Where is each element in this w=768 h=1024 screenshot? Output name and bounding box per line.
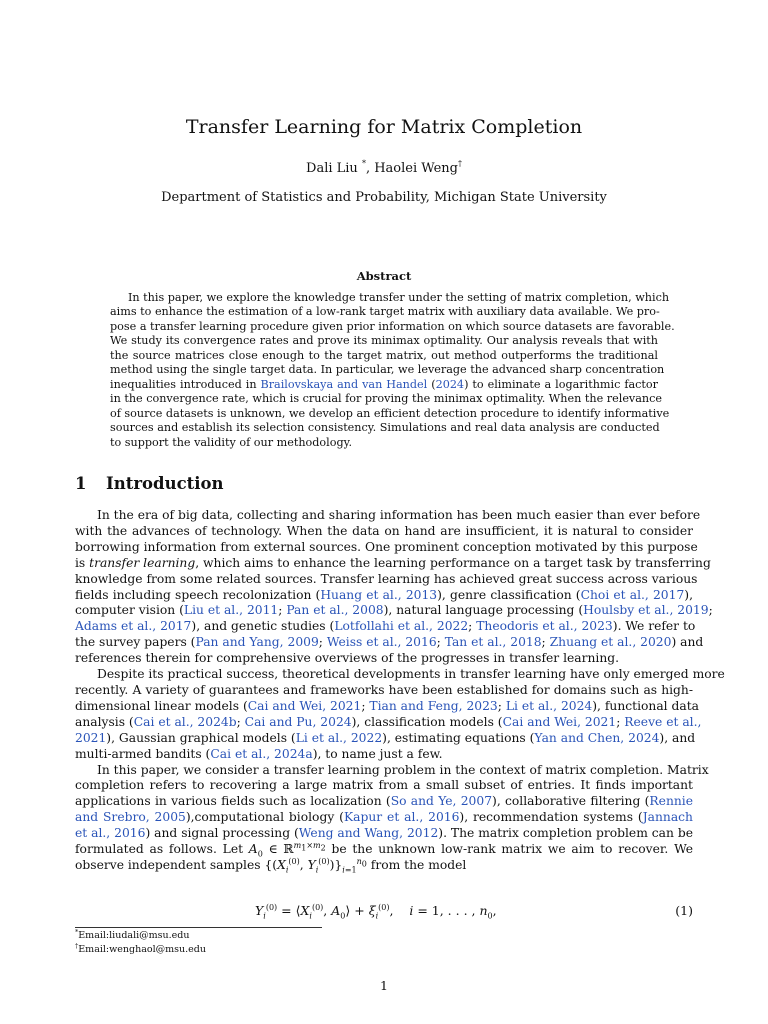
citation-link[interactable]: 2024 — [435, 377, 465, 391]
body-line: recently. A variety of guarantees and frameworks have been established for domains such as high- — [75, 682, 693, 697]
abstract-line: method using the single target data. In particular, we leverage the advanced sharp concentration — [110, 363, 665, 377]
body-line: borrowing information from external sources. One prominent conception motivated by this purpose — [75, 539, 698, 554]
abstract-line: inequalities introduced in Brailovskaya and van Handel (2024) to eliminate a logarithmic factor — [110, 377, 658, 391]
body-line: and Srebro, 2005),computational biology (Kapur et al., 2016), recommendation systems (Jannach — [75, 810, 693, 825]
footnote-mark: * — [75, 928, 79, 936]
body-line: observe independent samples {($X_i^{(0)}$, $Y_i^{(0)})\}_{i=1}^{n_0}$ from the model — [75, 856, 467, 875]
abstract-line: We study its convergence rates and prove its minimax optimality. Our analysis reveals that with — [110, 334, 658, 348]
citation-link[interactable]: Tan et al., 2018 — [444, 635, 542, 650]
body-line: with the advances of technology. When the data on hand are insufficient, it is natural to consider — [75, 523, 693, 538]
abstract-line: of source datasets is unknown, we develop an efficient detection procedure to identify informative — [110, 406, 670, 420]
citation-link[interactable]: Li et al., 2022 — [295, 730, 383, 745]
body-line: In this paper, we consider a transfer learning problem in the context of matrix completion. Matrix — [97, 762, 709, 777]
body-line: fields including speech recolonization (Huang et al., 2013), genre classification (Choi et al., 2017), — [75, 587, 693, 602]
abstract-heading: Abstract — [356, 269, 412, 283]
author-list — [0, 161, 768, 176]
citation-link[interactable]: 2021 — [75, 730, 107, 745]
abstract-line: In this paper, we explore the knowledge transfer under the setting of matrix completion, which — [128, 291, 670, 304]
body-line: is transfer learning, which aims to enhance the learning performance on a target task by transferring — [75, 555, 711, 570]
citation-link[interactable]: Choi et al., 2017 — [580, 587, 685, 602]
abstract-line: sources and establish its selection consistency. Simulations and real data analysis are conducted — [110, 421, 660, 435]
citation-link[interactable]: Brailovskaya and van Handel — [260, 377, 432, 391]
citation-link[interactable]: Cai and Wei, 2021 — [247, 698, 362, 713]
footnote-mark[interactable]: † — [457, 159, 462, 168]
citation-link[interactable]: Tian and Feng, 2023 — [369, 698, 498, 713]
body-line: knowledge from some related sources. Transfer learning has achieved great success across various — [75, 571, 698, 586]
footnote-text: Email:liudali@msu.edu — [78, 930, 190, 941]
citation-link[interactable]: Huang et al., 2013 — [320, 587, 438, 602]
citation-link[interactable]: Cai and Pu, 2024 — [244, 714, 352, 729]
citation-link[interactable]: Houlsby et al., 2019 — [583, 603, 709, 618]
footnote-text: Email:wenghaol@msu.edu — [78, 944, 206, 955]
body-line: dimensional linear models (Cai and Wei, 2021; Tian and Feng, 2023; Li et al., 2024), functional data — [75, 698, 699, 713]
equation-expression: $Y_i^{(0)}$ = $⟨X_i^{(0)}$, $A_0⟩ + \xi_i^{(0)}$, i = 1, . . . , $n_0$, — [255, 902, 497, 921]
abstract-body — [110, 291, 675, 450]
abstract-line: pose a transfer learning procedure given prior information on which source datasets are favorable. — [110, 319, 675, 333]
body-line: references therein for comprehensive overviews of the progresses in transfer learning. — [75, 651, 620, 666]
author-separator: , — [365, 161, 375, 176]
section-heading — [75, 474, 224, 493]
citation-link[interactable]: Jannach — [642, 810, 693, 825]
body-line: 2021), Gaussian graphical models (Li et al., 2022), estimating equations (Yan and Chen, 2024), and — [75, 730, 696, 745]
body-line: completion refers to recovering a large matrix from a small subset of entries. It finds important — [75, 778, 693, 793]
footnote-2 — [75, 944, 206, 955]
citation-link[interactable]: et al., 2016 — [75, 826, 146, 841]
citation-link[interactable]: Li et al., 2024 — [505, 698, 593, 713]
citation-link[interactable]: Yan and Chen, 2024 — [534, 730, 660, 745]
body-line: multi-armed bandits (Cai et al., 2024a), to name just a few. — [75, 746, 443, 761]
citation-link[interactable]: So and Ye, 2007 — [390, 794, 493, 809]
body-line: In the era of big data, collecting and sharing information has been much easier than ever before — [97, 508, 701, 522]
body-line: formulated as follows. Let $A_0$ ∈ ℝ$^{m_1\times m_2}$ be the unknown low-rank matrix we aim to recover. We — [75, 840, 693, 859]
body-line: Adams et al., 2017), and genetic studies (Lotfollahi et al., 2022; Theodoris et al., 2023). We refer to — [75, 619, 696, 634]
equation-number: (1) — [675, 903, 693, 918]
body-line: Despite its practical success, theoretical developments in transfer learning have only emerged more — [97, 667, 725, 682]
abstract-line: aims to enhance the estimation of a low-rank target matrix with auxiliary data available. We pro- — [110, 305, 660, 319]
citation-link[interactable]: and Srebro, 2005 — [75, 810, 186, 825]
citation-link[interactable]: Lotfollahi et al., 2022 — [334, 619, 469, 634]
introduction-body — [75, 508, 725, 875]
citation-link[interactable]: Liu et al., 2011 — [183, 603, 279, 618]
citation-link[interactable]: Weng and Wang, 2012 — [298, 826, 439, 841]
footnote-mark: † — [75, 942, 79, 950]
body-line: the survey papers (Pan and Yang, 2009; Weiss et al., 2016; Tan et al., 2018; Zhuang et al., 2020) and — [75, 635, 704, 650]
section-title: Introduction — [106, 474, 224, 493]
citation-link[interactable]: Pan et al., 2008 — [286, 603, 384, 618]
citation-link[interactable]: Zhuang et al., 2020 — [549, 635, 672, 650]
citation-link[interactable]: Cai et al., 2024b — [133, 714, 237, 729]
author-name: Haolei Weng — [374, 161, 458, 176]
body-line: applications in various fields such as localization (So and Ye, 2007), collaborative filtering (Rennie — [75, 794, 693, 809]
body-line: computer vision (Liu et al., 2011; Pan et al., 2008), natural language processing (Houlsby et al., 2019; — [75, 603, 713, 618]
section-number: 1 — [75, 474, 87, 493]
citation-link[interactable]: Theodoris et al., 2023 — [476, 619, 613, 634]
footnote-rule — [75, 927, 322, 928]
citation-link[interactable]: Cai and Wei, 2021 — [502, 714, 617, 729]
citation-link[interactable]: Pan and Yang, 2009 — [195, 635, 319, 650]
body-line: et al., 2016) and signal processing (Weng and Wang, 2012). The matrix completion problem can be — [75, 826, 693, 841]
body-line: analysis (Cai et al., 2024b; Cai and Pu, 2024), classification models (Cai and Wei, 2021; Reeve et al., — [75, 714, 702, 729]
author-name: Dali Liu — [306, 161, 358, 176]
affiliation: Department of Statistics and Probability, Michigan State University — [161, 190, 607, 205]
page-number: 1 — [380, 978, 388, 993]
citation-link[interactable]: Reeve et al., — [624, 714, 702, 729]
abstract-line: to support the validity of our methodology. — [110, 435, 353, 449]
citation-link[interactable]: Cai et al., 2024a — [210, 746, 313, 761]
citation-link[interactable]: Rennie — [649, 794, 693, 809]
citation-link[interactable]: Weiss et al., 2016 — [326, 635, 437, 650]
citation-link[interactable]: Adams et al., 2017 — [75, 619, 192, 634]
paper-title: Transfer Learning for Matrix Completion — [185, 116, 583, 138]
abstract-line: in the convergence rate, which is crucial for proving the minimax optimality. When the relevance — [110, 392, 663, 406]
citation-link[interactable]: Kapur et al., 2016 — [343, 810, 460, 825]
footnote-mark[interactable]: * — [361, 159, 366, 168]
footnote-1 — [75, 930, 190, 941]
abstract-line: the source matrices close enough to the target matrix, out method outperforms the traditional — [110, 348, 658, 362]
